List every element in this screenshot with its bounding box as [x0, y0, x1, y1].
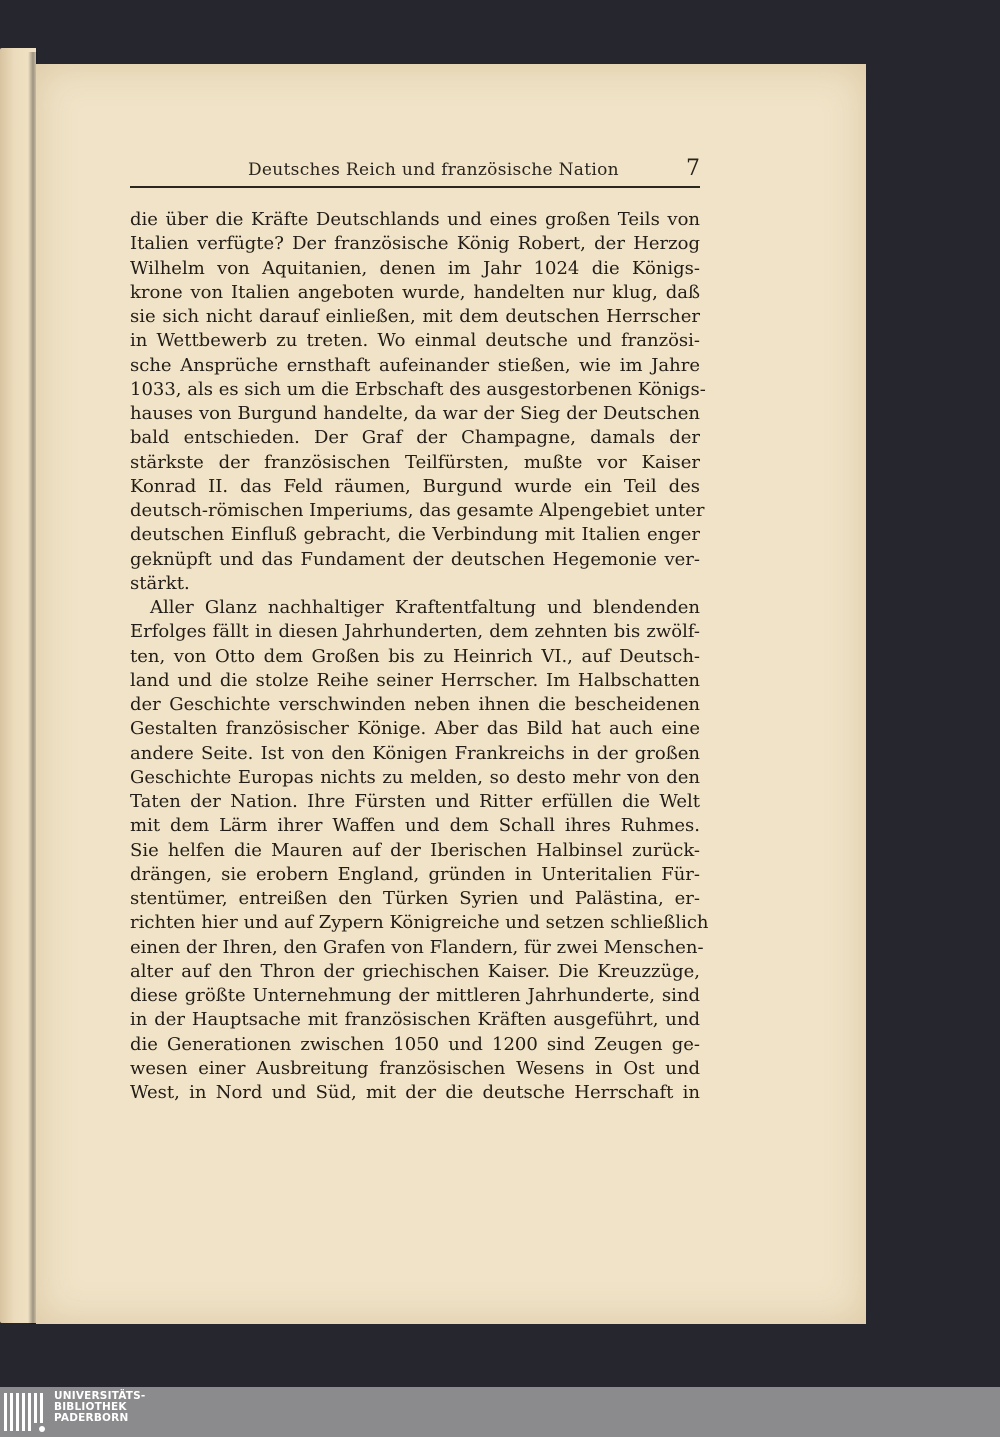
- text-line-paragraph-end: stärkt.: [130, 572, 190, 594]
- text-line: geknüpft und das Fundament der deutschen Hegemonie ver-: [130, 548, 700, 570]
- logo-line-3: PADERBORN: [54, 1412, 129, 1424]
- library-logo-text: [54, 1391, 145, 1424]
- text-line: einen der Ihren, den Grafen von Flandern, für zwei Menschen-: [130, 936, 704, 958]
- text-line: drängen, sie erobern England, gründen in Unteritalien Für-: [130, 863, 700, 885]
- text-line: sie sich nicht darauf einließen, mit dem deutschen Herrscher: [130, 306, 700, 327]
- logo-line-2: BIBLIOTHEK: [54, 1401, 127, 1413]
- text-line: Taten der Nation. Ihre Fürsten und Ritter erfüllen die Welt: [130, 791, 700, 812]
- text-line: Erfolges fällt in diesen Jahrhunderten, dem zehnten bis zwölf-: [130, 621, 700, 643]
- running-title: Deutsches Reich und französische Nation: [248, 160, 619, 180]
- text-line: 1033, als es sich um die Erbschaft des ausgestorbenen Königs-: [130, 378, 706, 400]
- text-line: hauses von Burgund handelte, da war der Sieg der Deutschen: [130, 403, 700, 424]
- text-line: richten hier und auf Zypern Königreiche und setzen schließlich: [130, 912, 709, 934]
- page-number: 7: [686, 156, 700, 181]
- text-line: die über die Kräfte Deutschlands und eines großen Teils von: [130, 209, 700, 230]
- text-line: Italien verfügte? Der französische König Robert, der Herzog: [130, 233, 700, 255]
- text-line: land und die stolze Reihe seiner Herrscher. Im Halbschatten: [130, 669, 700, 691]
- text-line: Gestalten französischer Könige. Aber das Bild hat auch eine: [130, 718, 700, 740]
- text-line: bald entschieden. Der Graf der Champagne, damals der: [130, 427, 700, 449]
- text-line: in der Hauptsache mit französischen Kräften ausgeführt, und: [130, 1009, 700, 1031]
- text-line: mit dem Lärm ihrer Waffen und dem Schall ihres Ruhmes.: [130, 815, 700, 837]
- text-line: Sie helfen die Mauren auf der Iberischen Halbinsel zurück-: [130, 839, 700, 861]
- running-head: [130, 158, 700, 188]
- text-line: stärkste der französischen Teilfürsten, mußte vor Kaiser: [130, 451, 700, 473]
- text-line: sche Ansprüche ernsthaft aufeinander stießen, wie im Jahre: [130, 354, 700, 376]
- text-line: der Geschichte verschwinden neben ihnen die bescheidenen: [130, 694, 700, 715]
- text-line: Wilhelm von Aquitanien, denen im Jahr 1024 die Königs-: [130, 257, 700, 279]
- text-line: alter auf den Thron der griechischen Kaiser. Die Kreuzzüge,: [130, 960, 700, 982]
- text-line: Geschichte Europas nichts zu melden, so desto mehr von den: [130, 766, 700, 788]
- text-line-paragraph-start: Aller Glanz nachhaltiger Kraftentfaltung und blendenden: [150, 597, 700, 618]
- text-line: diese größte Unternehmung der mittleren Jahrhunderte, sind: [130, 985, 700, 1006]
- text-line: West, in Nord und Süd, mit der die deutsche Herrschaft in: [130, 1082, 700, 1103]
- text-line: wesen einer Ausbreitung französischen Wesens in Ost und: [130, 1057, 700, 1079]
- text-line: deutsch-römischen Imperiums, das gesamte Alpengebiet unter: [130, 500, 705, 521]
- text-line: stentümer, entreißen den Türken Syrien und Palästina, er-: [130, 888, 700, 909]
- text-line: deutschen Einfluß gebracht, die Verbindung mit Italien enger: [130, 524, 700, 546]
- text-line: die Generationen zwischen 1050 und 1200 sind Zeugen ge-: [130, 1033, 700, 1055]
- footer-bar: [0, 1387, 1000, 1437]
- text-line: ten, von Otto dem Großen bis zu Heinrich VI., auf Deutsch-: [130, 645, 700, 667]
- logo-line-1: UNIVERSITÄTS-: [54, 1390, 146, 1402]
- text-line: Konrad II. das Feld räumen, Burgund wurde ein Teil des: [130, 475, 700, 497]
- text-line: andere Seite. Ist von den Königen Frankreichs in der großen: [130, 742, 700, 764]
- text-line: krone von Italien angeboten wurde, handelten nur klug, daß: [130, 281, 700, 303]
- text-line: in Wettbewerb zu treten. Wo einmal deutsche und französi-: [130, 330, 700, 352]
- library-logo-icon: [4, 1391, 48, 1433]
- body-text: [130, 208, 709, 1105]
